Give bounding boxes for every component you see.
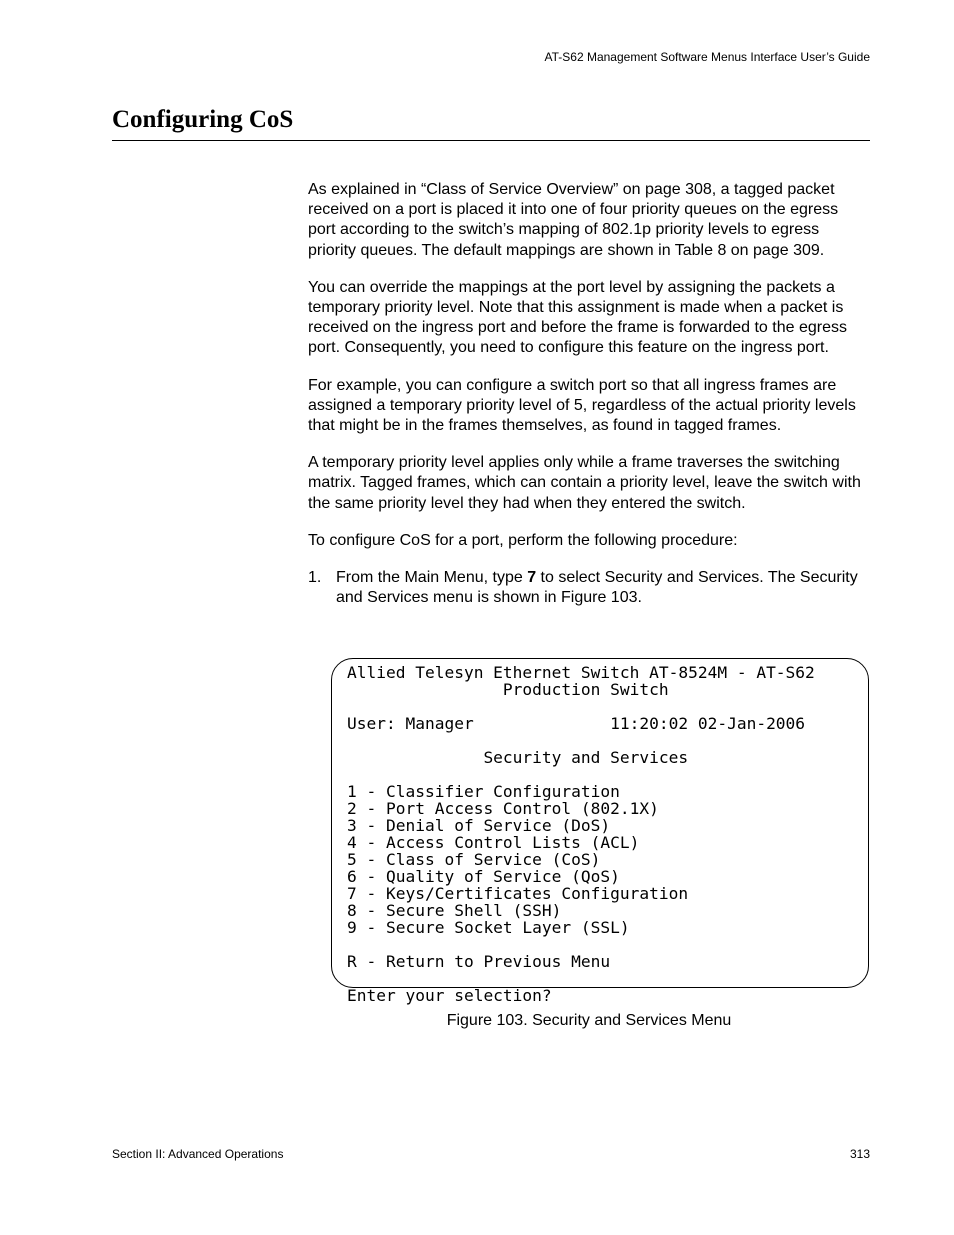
- title-rule: [112, 140, 870, 141]
- terminal-figure: [331, 658, 869, 1005]
- step-bold-key: 7: [527, 569, 537, 587]
- step-text-before: From the Main Menu, type: [336, 569, 528, 587]
- terminal-screen-text: Allied Telesyn Ethernet Switch AT-8524M - AT-S62 Production Switch User: Manager 11:20:02 02-Jan-2006 Security and Services 1 - Classifier Configuration 2 - Port Access Control (802.1X) 3 - Denial of Service (DoS) 4 - Access Control Lists (ACL) 5 - Class of Service (CoS) 6 - Quality of Service (QoS) 7 - Keys/Certificates Configuration 8 - Secure Shell (SSH) 9 - Secure Socket Layer (SSL) R - Return to Previous Menu Enter your selection?: [347, 663, 815, 1005]
- figure-caption: Figure 103. Security and Services Menu: [446, 1012, 732, 1029]
- section-title: Configuring CoS: [112, 106, 294, 133]
- paragraph-2: You can override the mappings at the port level by assigning the packets a temporary priority level. Note that this assignment is made when a packet is received on the ingress port and before the frame is forwarded to the egress port. Consequently, you need to configure this feature on the ingress port.: [308, 278, 847, 357]
- page-number: 313: [849, 1147, 870, 1161]
- paragraph-4: A temporary priority level applies only while a frame traverses the switching matrix. Tagged frames, which can contain a priority level, leave the switch with the same priority level they had when they entered the switch.: [308, 454, 861, 512]
- step-number: 1.: [308, 569, 322, 587]
- footer-section: Section II: Advanced Operations: [112, 1147, 284, 1161]
- step-text-after: to select Security and Services. The Security and Services menu is shown in Figure 103.: [336, 569, 858, 607]
- paragraph-3: For example, you can configure a switch port so that all ingress frames are assigned a temporary priority level of 5, regardless of the actual priority levels that might be in the frames themselves, as found in tagged frames.: [308, 376, 856, 435]
- step-1: [308, 568, 870, 608]
- running-header: AT-S62 Management Software Menus Interface User’s Guide: [544, 50, 870, 64]
- paragraph-5: To configure CoS for a port, perform the following procedure:: [308, 531, 738, 549]
- paragraph-1: As explained in “Class of Service Overview” on page 308, a tagged packet received on a port is placed it into one of four priority queues on the egress port according to the switch’s mapping of 802.1p priority levels to egress priority queues. The default mappings are shown in Table 8 on page 309.: [308, 181, 839, 259]
- body-text: [308, 180, 870, 617]
